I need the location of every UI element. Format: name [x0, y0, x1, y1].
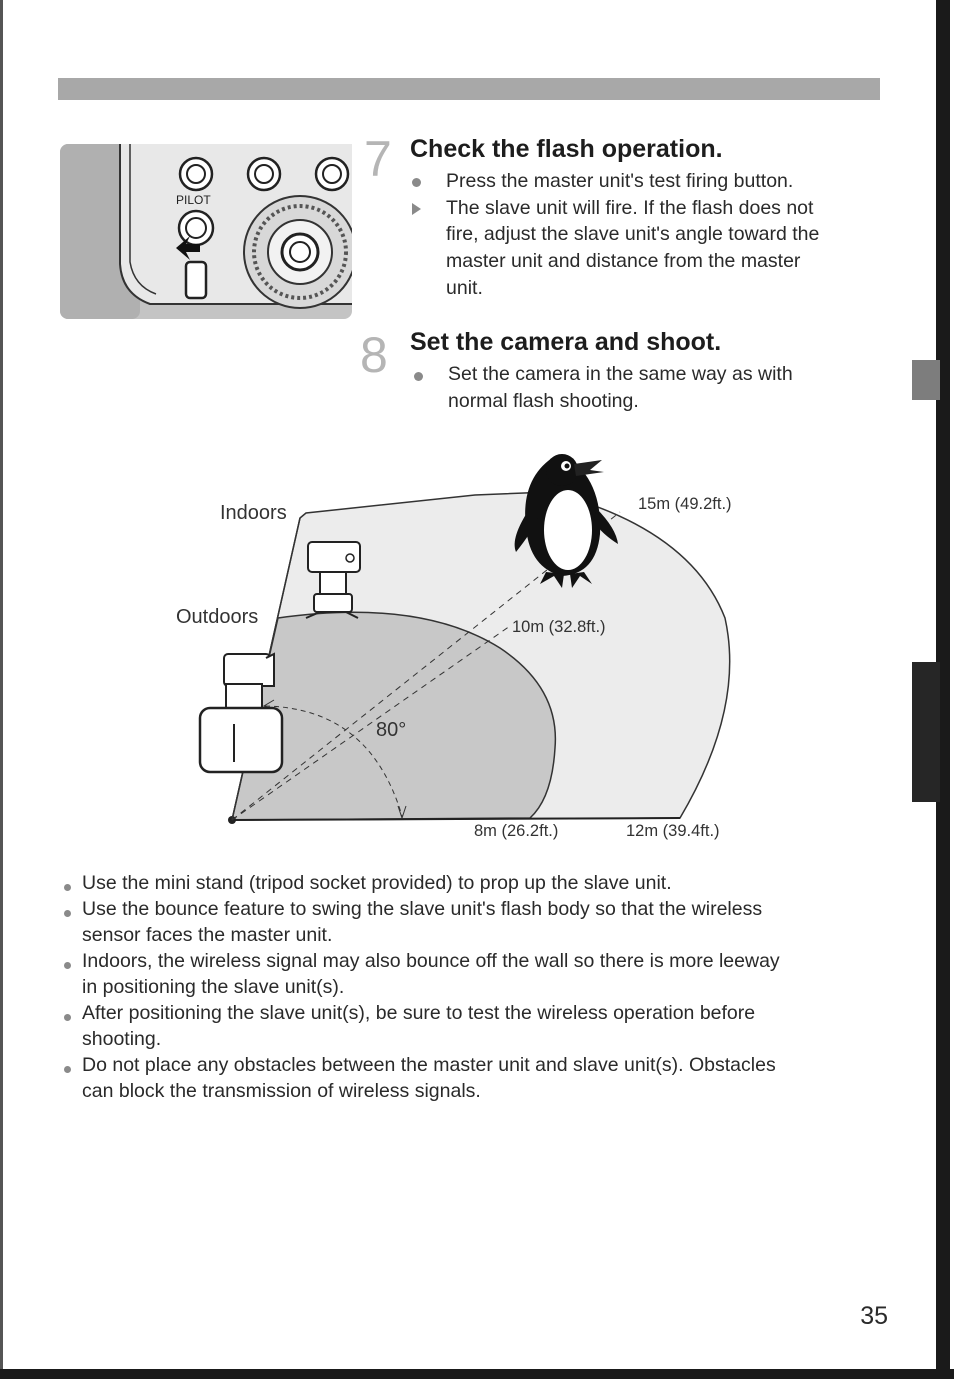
- thumb-index-tab-light: [912, 360, 940, 400]
- result-arrow-icon: [412, 203, 421, 215]
- bullet-dot: [412, 178, 421, 187]
- step-8-bullet-line-1: Set the camera in the same way as with: [448, 363, 793, 385]
- page-number: 35: [860, 1302, 888, 1330]
- note-5-line-1: Do not place any obstacles between the master unit and slave unit(s). Obstacles: [82, 1054, 776, 1076]
- outdoors-label: Outdoors: [176, 606, 259, 628]
- step-7-title: Check the flash operation.: [410, 135, 723, 163]
- pilot-button-label: PILOT: [176, 193, 211, 207]
- page-edge-left: [0, 0, 3, 1379]
- wireless-range-diagram: [170, 448, 770, 848]
- range-10m-label: 10m (32.8ft.): [512, 618, 606, 636]
- flash-control-panel-photo: [60, 144, 352, 319]
- step-8-title: Set the camera and shoot.: [410, 328, 722, 356]
- step-8-number: 8: [360, 327, 388, 383]
- indoors-label: Indoors: [220, 502, 287, 524]
- step-7-result-line-3: master unit and distance from the master: [446, 250, 801, 272]
- note-2-line-2: sensor faces the master unit.: [82, 924, 333, 946]
- step-7-result-line-1: The slave unit will fire. If the flash does not: [446, 197, 814, 219]
- note-3-line-1: Indoors, the wireless signal may also bounce off the wall so there is more leeway: [82, 950, 780, 972]
- note-bullet: [64, 884, 71, 891]
- step-7-bullet-1: Press the master unit's test firing button.: [446, 170, 794, 192]
- note-bullet: [64, 1066, 71, 1073]
- master-flash-illustration: [200, 654, 282, 772]
- thumb-index-tab-dark: [912, 662, 940, 802]
- step-8-bullet-line-2: normal flash shooting.: [448, 390, 639, 412]
- range-12m-label: 12m (39.4ft.): [626, 822, 720, 840]
- note-2-line-1: Use the bounce feature to swing the slave unit's flash body so that the wireless: [82, 898, 763, 920]
- note-4-line-1: After positioning the slave unit(s), be sure to test the wireless operation before: [82, 1002, 756, 1024]
- step-7-result-line-4: unit.: [446, 277, 483, 299]
- note-bullet: [64, 910, 71, 917]
- note-bullet: [64, 962, 71, 969]
- note-bullet: [64, 1014, 71, 1021]
- note-1-line-1: Use the mini stand (tripod socket provided) to prop up the slave unit.: [82, 872, 672, 894]
- bullet-dot: [414, 372, 423, 381]
- note-5-line-2: can block the transmission of wireless signals.: [82, 1080, 481, 1102]
- note-3-line-2: in positioning the slave unit(s).: [82, 976, 345, 998]
- angle-label: 80°: [376, 719, 407, 741]
- page-edge-bottom: [0, 1369, 954, 1379]
- range-8m-label: 8m (26.2ft.): [474, 822, 559, 840]
- step-7-result-line-2: fire, adjust the slave unit's angle toward the: [446, 223, 820, 245]
- note-4-line-2: shooting.: [82, 1028, 162, 1050]
- step-7-number: 7: [364, 131, 392, 187]
- range-15m-label: 15m (49.2ft.): [638, 495, 732, 513]
- section-header-bar: [58, 78, 880, 100]
